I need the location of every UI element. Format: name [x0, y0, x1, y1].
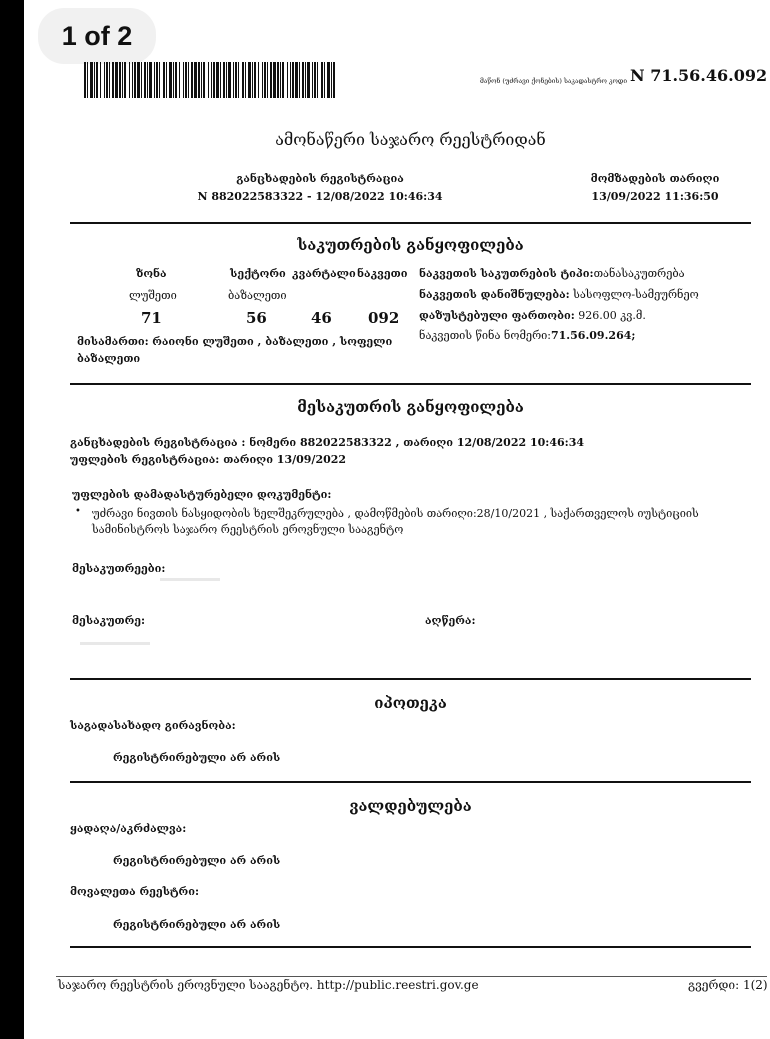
prep-date-value: 13/09/2022 11:36:50 — [591, 190, 719, 203]
barcode-bar — [248, 62, 251, 98]
barcode-bar — [292, 62, 294, 98]
barcode-bar — [185, 62, 187, 98]
barcode-bar — [169, 62, 172, 98]
tax-lien-label: საგადასახადო გირავნობა: — [70, 719, 236, 732]
barcode-bar — [163, 62, 165, 98]
barcode-bar — [203, 62, 205, 98]
barcode-bar — [233, 62, 234, 98]
barcode-bar — [183, 62, 184, 98]
property-section-heading: საკუთრების განყოფილება — [297, 236, 524, 254]
barcode-bar — [302, 62, 304, 98]
barcode-bar — [280, 62, 281, 98]
barcode-bar — [156, 62, 158, 98]
barcode-bar — [299, 62, 300, 98]
barcode-bar — [137, 62, 140, 98]
owner-app-reg-line: განცხადების რეგისტრაცია : ნომერი 882022583322 , თარიღი 12/08/2022 10:46:34 — [70, 436, 585, 449]
barcode-bar — [141, 62, 142, 98]
barcode-bar — [287, 62, 288, 98]
ownership-type-line — [419, 267, 685, 280]
address-label: მისამართი: — [77, 335, 149, 348]
seizure-label: ყადაღა/აკრძალვა: — [70, 822, 187, 835]
address-value: რაიონი ლუშეთი , ბაზალეთი , სოფელი — [152, 335, 393, 348]
document-title: ამონაწერი საჯარო რეესტრიდან — [275, 130, 546, 149]
section-rule — [70, 678, 751, 680]
extract-number: N 71.56.46.092 — [630, 66, 768, 85]
barcode-bar — [213, 62, 215, 98]
barcode-bar — [198, 62, 200, 98]
barcode-bar — [194, 62, 197, 98]
barcode-bar — [100, 62, 101, 98]
barcode-bar — [124, 62, 126, 98]
redacted-text — [160, 578, 220, 581]
barcode-bar — [188, 62, 189, 98]
purpose-label: ნაკვეთის დანიშნულება: — [419, 288, 570, 301]
barcode-bar — [119, 62, 121, 98]
zone-label: ზონა — [136, 267, 167, 280]
obligation-heading: ვალდებულება — [349, 797, 472, 815]
barcode-bar — [262, 62, 263, 98]
barcode-bar — [317, 62, 318, 98]
barcode-bar — [211, 62, 212, 98]
barcode-bar — [245, 62, 246, 98]
app-reg-value: N 882022583322 - 12/08/2022 10:46:34 — [197, 190, 443, 203]
footer-page-number: გვერდი: 1(2) — [688, 978, 768, 992]
barcode-bar — [277, 62, 279, 98]
barcode-bar — [327, 62, 330, 98]
tax-lien-status: რეგისტრირებული არ არის — [113, 751, 281, 764]
barcode-bar — [307, 62, 310, 98]
barcode-bar — [87, 62, 88, 98]
footer-agency-text: საჯარო რეესტრის ეროვნული სააგენტო. http://public.reestri.gov.ge — [58, 978, 479, 992]
prev-number-line — [419, 329, 635, 342]
barcode-bar — [149, 62, 152, 98]
area-line — [419, 309, 646, 322]
barcode-bar — [106, 62, 108, 98]
quarter-code: 46 — [311, 309, 332, 327]
ownership-type-value: თანასაკუთრება — [593, 267, 685, 280]
barcode-bar — [147, 62, 148, 98]
barcode-bar — [270, 62, 272, 98]
area-label: დაზუსტებული ფართობი: — [419, 309, 575, 322]
barcode-bar — [216, 62, 219, 98]
quarter-label: კვარტალი — [292, 267, 356, 280]
barcode-bar — [273, 62, 276, 98]
barcode-bar — [331, 62, 332, 98]
zone-code: 71 — [141, 309, 162, 327]
mortgage-heading: იპოთეკა — [374, 694, 447, 712]
barcode-bar — [159, 62, 160, 98]
parcel-code: 092 — [368, 309, 400, 327]
barcode-bar — [333, 62, 335, 98]
seizure-status: რეგისტრირებული არ არის — [113, 854, 281, 867]
sector-label: სექტორი — [230, 267, 286, 280]
footer-rule — [56, 976, 767, 977]
sector-code: 56 — [246, 309, 267, 327]
left-edge-bar — [0, 0, 24, 1039]
prev-number-value: 71.56.09.264; — [551, 329, 636, 342]
debtors-status: რეგისტრირებული არ არის — [113, 918, 281, 931]
barcode-bar — [267, 62, 268, 98]
barcode-bar — [242, 62, 244, 98]
barcode-bar — [84, 62, 86, 98]
section-rule — [70, 946, 751, 948]
barcode-bar — [134, 62, 136, 98]
barcode-bar — [109, 62, 110, 98]
barcode-bar — [112, 62, 114, 98]
address-line2: ბაზალეთი — [77, 352, 141, 365]
barcode-bar — [94, 62, 95, 98]
barcode-bar — [179, 62, 180, 98]
barcode-bar — [175, 62, 177, 98]
barcode-bar — [254, 62, 256, 98]
barcode-bar — [104, 62, 105, 98]
barcode-bar — [235, 62, 237, 98]
app-reg-label: განცხადების რეგისტრაცია — [236, 172, 404, 185]
barcode-bar — [264, 62, 266, 98]
barcode-bar — [290, 62, 291, 98]
barcode-bar — [295, 62, 298, 98]
bullet-icon: • — [75, 506, 81, 517]
debtors-label: მოვალეთა რეესტრი: — [70, 885, 200, 898]
barcode-bar — [223, 62, 225, 98]
prep-date-label: მომზადების თარიღი — [590, 172, 720, 185]
barcode-bar — [115, 62, 118, 98]
barcode-bar — [324, 62, 325, 98]
owner-label: მესაკუთრე: — [72, 614, 146, 627]
description-label: აღწერა: — [425, 614, 476, 627]
barcode-bar — [166, 62, 167, 98]
ownership-type-label: ნაკვეთის საკუთრების ტიპი: — [419, 267, 594, 280]
purpose-line — [419, 288, 699, 301]
barcode-bar — [191, 62, 193, 98]
doc-line2: სამინისტროს საჯარო რეესტრის ეროვნული სააგენტო — [92, 523, 404, 536]
barcode — [84, 62, 336, 98]
barcode-bar — [226, 62, 227, 98]
barcode-bar — [220, 62, 221, 98]
owner-section-heading: მესაკუთრის განყოფილება — [297, 398, 524, 416]
address-line1 — [77, 335, 392, 348]
barcode-bar — [129, 62, 130, 98]
barcode-bar — [208, 62, 209, 98]
extract-tiny-label: მაწონ (უძრავი ქონების) საკადასტრო კოდი — [480, 77, 627, 85]
area-value: 926.00 კვ.მ. — [578, 309, 646, 322]
zone-name: ლუშეთი — [129, 289, 177, 302]
doc-line1: უძრავი ნივთის ნასყიდობის ხელშეკრულება , დამოწმების თარიღი:28/10/2021 , საქართველოს იუსტიციის — [92, 507, 699, 520]
purpose-value: სასოფლო-სამეურნეო — [573, 288, 699, 301]
page-counter-badge: 1 of 2 — [38, 8, 156, 64]
barcode-bar — [90, 62, 93, 98]
barcode-bar — [258, 62, 259, 98]
right-reg-line: უფლების რეგისტრაცია: თარიღი 13/09/2022 — [70, 453, 347, 466]
parcel-label: ნაკვეთი — [357, 267, 408, 280]
barcode-bar — [282, 62, 284, 98]
barcode-bar — [132, 62, 133, 98]
barcode-bar — [321, 62, 323, 98]
barcode-bar — [173, 62, 174, 98]
owners-label: მესაკუთრეები: — [72, 562, 166, 575]
section-rule — [70, 383, 751, 385]
docs-label: უფლების დამადასტურებელი დოკუმენტი: — [72, 488, 332, 501]
barcode-bar — [252, 62, 253, 98]
barcode-bar — [144, 62, 146, 98]
barcode-bar — [228, 62, 231, 98]
sector-name: ბაზალეთი — [228, 289, 287, 302]
barcode-bar — [201, 62, 202, 98]
barcode-bar — [238, 62, 239, 98]
prev-number-label: ნაკვეთის წინა ნომერი: — [419, 329, 551, 342]
barcode-bar — [96, 62, 98, 98]
barcode-bar — [305, 62, 306, 98]
section-rule — [70, 222, 751, 224]
section-rule — [70, 781, 751, 783]
barcode-bar — [312, 62, 313, 98]
barcode-bar — [154, 62, 155, 98]
barcode-bar — [314, 62, 316, 98]
barcode-bar — [122, 62, 123, 98]
redacted-text — [80, 642, 150, 645]
